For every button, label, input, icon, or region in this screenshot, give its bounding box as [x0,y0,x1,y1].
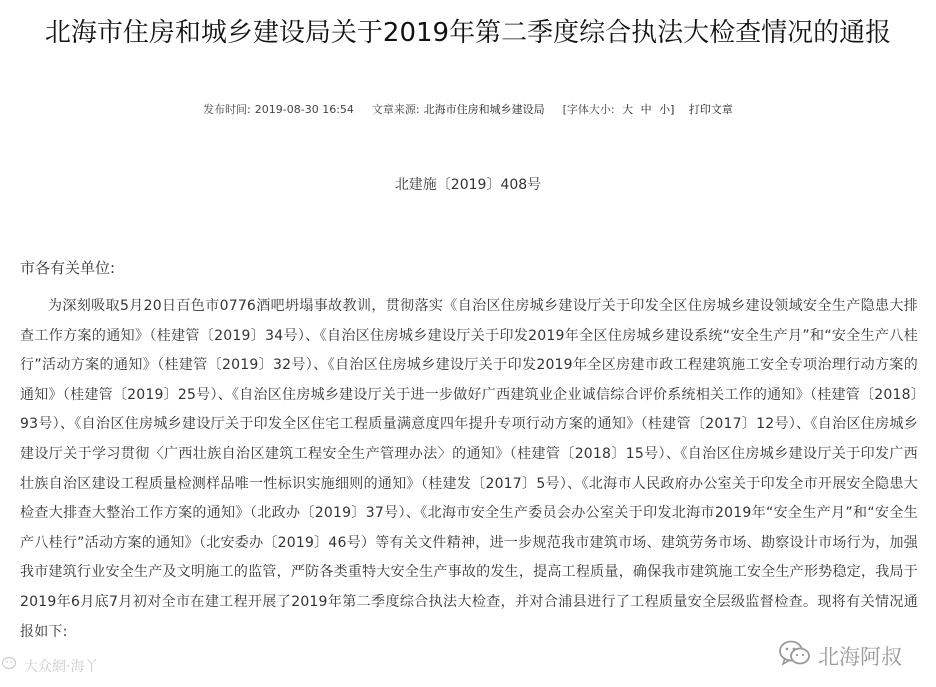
article-meta [0,101,936,117]
watermark-right-text: 北海阿叔 [818,644,902,669]
font-size-medium-button[interactable]: 中 [640,103,652,116]
publish-time: 2019-08-30 16:54 [254,103,354,116]
font-size-large-button[interactable]: 大 [622,103,634,116]
page-title: 北海市住房和城乡建设局关于2019年第二季度综合执法大检查情况的通报 [44,18,892,48]
document-number: 北建施〔2019〕408号 [394,177,542,193]
font-size-small-button[interactable]: 小] [659,103,675,116]
watermark-left [2,656,98,676]
print-article-button[interactable]: 打印文章 [688,103,733,116]
watermark-right [778,638,902,673]
font-size-label: [字体大小: [562,103,615,116]
wechat-icon [2,656,20,676]
watermark-left-text: 大众網·海丫 [24,659,99,675]
publish-label: 发布时间: [203,103,251,116]
salutation: 市各有关单位: [20,259,116,277]
wechat-icon [778,638,812,673]
article-paragraph: 为深刻吸取5月20日百色市0776酒吧坍塌事故教训，贯彻落实《自治区住房城乡建设厅关于印发全区住房城乡建设领域安全生产隐患大排查工作方案的通知》（桂建管〔2019〕34号）、《自治区住房城乡建设厅关于印发2019年全区住房城乡建设系统“安全生产月”和“安全生产八桂行”活动方案的通知》（桂建管〔2019〕32号）、《自治区住房城乡建设厅关于印发2019年全区房建市政工程建筑施工安全专项治理行动方案的通知》（桂建管〔2019〕25号）、《自治区住房城乡建设厅关于进一步做好广西建筑业企业诚信综合评价系统相关工作的通知》（桂建管〔2018〕93号）、《自治区住房城乡建设厅关于印发全区住宅工程质量满意度四年提升专项行动方案的通知》（桂建管〔2017〕12号）、《自治区住房城乡建设厅关于学习贯彻〈广西壮族自治区建筑工程安全生产管理办法〉的通知》（桂建管〔2018〕15号）、《自治区住房城乡建设厅关于印发广西壮族自治区建设工程质量检测样品唯一性标识实施细则的通知》（桂建发〔2017〕5号）、《北海市人民政府办公室关于印发全市开展安全隐患大检查大排查大整治工作方案的通知》（北政办〔2019〕37号）、《北海市安全生产委员会办公室关于印发北海市2019年“安全生产月”和“安全生产八桂行”活动方案的通知》（北安委办〔2019〕46号）等有关文件精神，进一步规范我市建筑市场、建筑劳务市场、勘察设计市场行为，加强我市建筑行业安全生产及文明施工的监管，严防各类重特大安全生产事故的发生，提高工程质量，确保我市建筑施工安全生产形势稳定，我局于2019年6月底7月初对全市在建工程开展了2019年第二季度综合执法大检查，并对合浦县进行了工程质量安全层级监督检查。现将有关情况通报如下: [20,298,918,640]
source-link[interactable]: 北海市住房和城乡建设局 [423,103,545,116]
source-label: 文章来源: [371,103,420,116]
